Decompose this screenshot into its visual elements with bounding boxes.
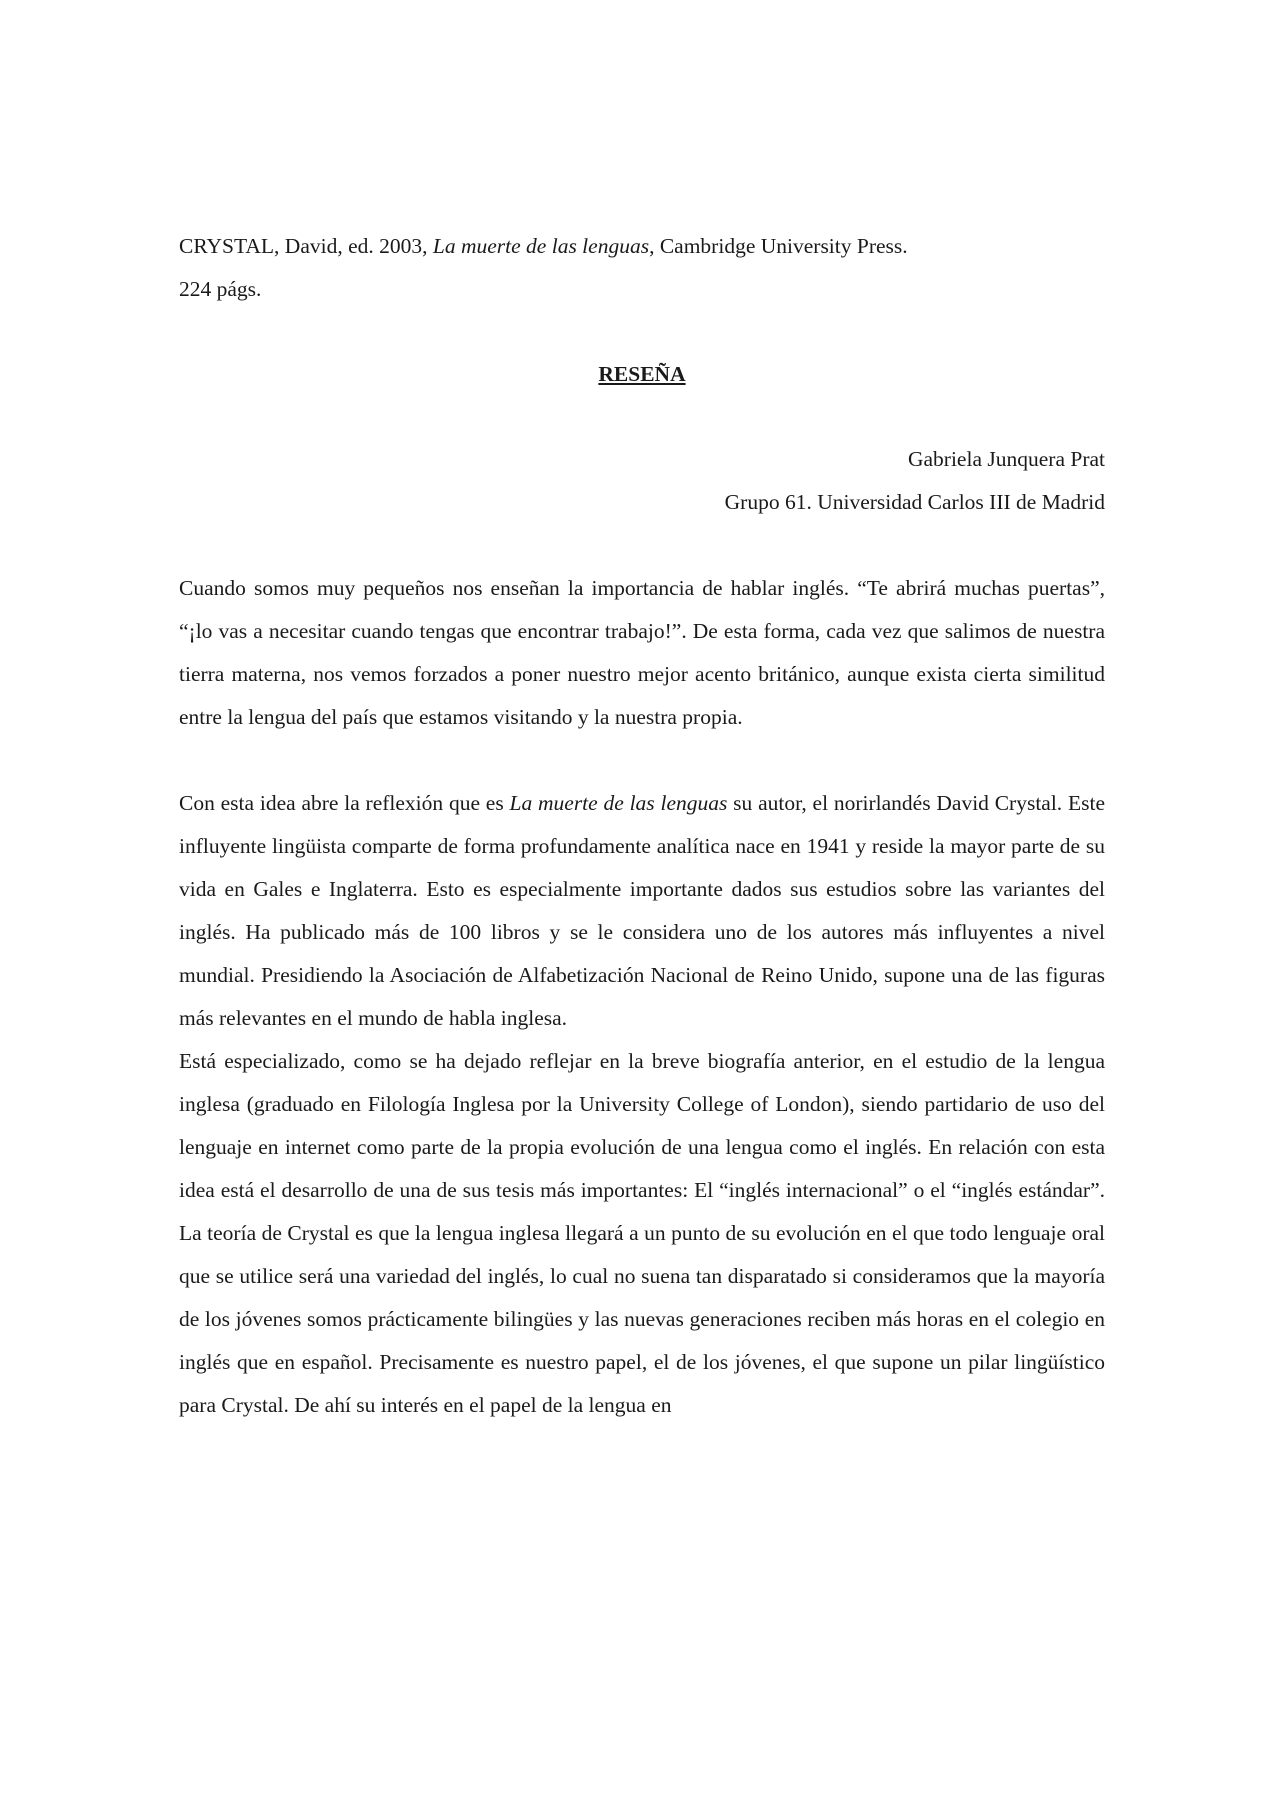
paragraph-1: Cuando somos muy pequeños nos enseñan la importancia de hablar inglés. “Te abrirá muchas puertas”, “¡lo vas a necesitar cuando tengas que encontrar trabajo!”. De esta forma, cada vez que salimos de nuestra tierra materna, nos vemos forzados a poner nuestro mejor acento británico, aunque exista cierta similitud entre la lengua del país que estamos visitando y la nuestra propia. — [179, 576, 1105, 729]
reference-publisher: , Cambridge University Press. — [649, 234, 908, 258]
reference-book-title: La muerte de las lenguas — [432, 234, 650, 258]
author-name: Gabriela Junquera Prat — [907, 447, 1105, 471]
bibliographic-reference — [179, 225, 1105, 311]
paragraph-2-intro: Con esta idea abre la reflexión que es — [179, 791, 510, 815]
paragraph-2-body: su autor, el norirlandés David Crystal. Este influyente lingüista comparte de forma profundamente analítica nace en 1941 y reside la mayor parte de su vida en Gales e Inglaterra. Esto es especialmente importante dados sus estudios sobre las variantes del inglés. Ha publicado más de 100 libros y se le considera uno de los autores más influyentes a nivel mundial. Presidiendo la Asociación de Alfabetización Nacional de Reino Unido, supone una de las figuras más relevantes en el mundo de habla inglesa. — [179, 791, 1105, 1030]
author-affiliation: Grupo 61. Universidad Carlos III de Madrid — [724, 490, 1105, 514]
reference-line-1 — [179, 225, 1105, 268]
reference-author-year: CRYSTAL, David, ed. 2003, — [179, 234, 433, 258]
paragraph-2-book-title: La muerte de las lenguas — [509, 791, 728, 815]
page-content — [179, 225, 1105, 1427]
author-block — [179, 438, 1105, 524]
paragraph-3: Está especializado, como se ha dejado reflejar en la breve biografía anterior, en el estudio de la lengua inglesa (graduado en Filología Inglesa por la University College of London), siendo partidario de uso del lenguaje en internet como parte de la propia evolución de una lengua como el inglés. En relación con esta idea está el desarrollo de una de sus tesis más importantes: El “inglés internacional” o el “inglés estándar”. La teoría de Crystal es que la lengua inglesa llegará a un punto de su evolución en el que todo lenguaje oral que se utilice será una variedad del inglés, lo cual no suena tan disparatado si consideramos que la mayoría de los jóvenes somos prácticamente bilingües y las nuevas generaciones reciben más horas en el colegio en inglés que en español. Precisamente es nuestro papel, el de los jóvenes, el que supone un pilar lingüístico para Crystal. De ahí su interés en el papel de la lengua en — [179, 1049, 1105, 1417]
paragraph-2 — [179, 782, 1105, 1040]
reference-pages: 224 págs. — [179, 277, 262, 301]
review-heading: RESEÑA — [598, 362, 686, 386]
